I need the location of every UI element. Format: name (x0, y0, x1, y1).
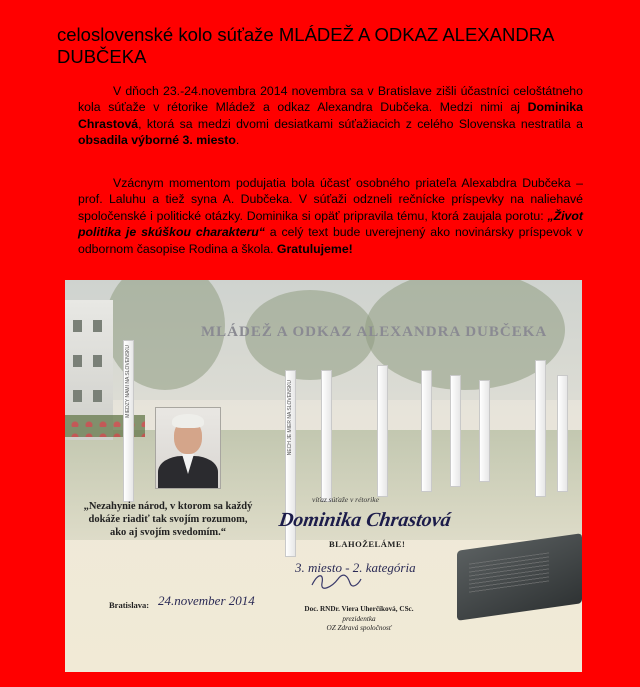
paragraph-text: Vzácnym momentom podujatia bola účasť osobného priateľa Alexabdra Dubčeka – prof. Laluhu a tiež syna A. Dubčeka. V súťaži odzneli rečnícke príspevky na naliehavé spoločenské i politické otázky. Dominika si opäť pripravila tému, ktorá zaujala porotu: (78, 176, 583, 223)
article-paragraph-1 (78, 83, 583, 149)
signature-mark (308, 571, 363, 591)
diploma-date: 24.november 2014 (158, 593, 255, 608)
pole-inscription: MIEDZY NAMI NA SLOVENSKU (125, 345, 131, 418)
paragraph-text: a celý text bude uverejnený ako novinársky príspevok v odbornom časopise Rodina a škola. (78, 225, 583, 256)
article-title: celoslovenské kolo súťaže MLÁDEŽ A ODKAZ ALEXANDRA DUBČEKA (57, 24, 554, 67)
diploma-title: MLÁDEŽ A ODKAZ ALEXANDRA DUBČEKA (201, 324, 548, 340)
diploma-quote: „Nezahynie národ, v ktorom sa každý dokáže riadiť tak svojím rozumom, ako aj svojím svedomím.“ (83, 501, 253, 538)
window (93, 320, 102, 332)
paragraph-text: V dňoch 23.-24.novembra 2014 novembra sa v Bratislave zišli účastníci celoštátneho kola súťaže v rétorike Mládež a odkaz Alexandra Dubčeka. Medzi nimi aj (78, 84, 583, 115)
pole-inscription: NECH JE MIER NA SLOVENSKU (287, 380, 293, 456)
place-label: Bratislava: (109, 600, 150, 610)
window (73, 320, 82, 332)
winner-name: Dominika Chrastová (277, 509, 453, 531)
window (73, 390, 82, 402)
memorial-pole (377, 365, 388, 497)
portrait-photo (155, 407, 221, 489)
memorial-pole (557, 375, 568, 492)
memorial-pole (450, 375, 461, 487)
signer-name: Doc. RNDr. Viera Uherčíková, CSc. (304, 605, 414, 613)
congrats-text: Gratulujeme! (276, 241, 353, 256)
signer-block (279, 605, 439, 634)
diploma-image (65, 280, 582, 672)
result-text: obsadila výborné 3. miesto (78, 133, 236, 148)
speech-topic: „Život politika je skúškou charakteru“ (78, 208, 583, 240)
paragraph-text: . (235, 133, 240, 148)
signer-role: prezidentka (342, 614, 376, 623)
article-paragraph-2 (78, 175, 583, 257)
student-name: Dominika Chrastová (78, 100, 583, 131)
congratulations-text: BLAHOŽELÁME! (329, 539, 406, 549)
window (73, 355, 82, 367)
memorial-pole (479, 380, 490, 482)
signer-org: OZ Zdravá spoločnosť (326, 624, 392, 632)
portrait-hair (172, 414, 204, 428)
winner-caption: víťaz súťaže v rétorike (312, 495, 379, 504)
placement-text: 3. miesto - 2. kategória (295, 560, 416, 575)
paragraph-text: , ktorá sa medzi dvomi desiatkami súťažiacich z celého Slovenska nestratila a (138, 116, 583, 131)
window (93, 355, 102, 367)
memorial-pole (421, 370, 432, 492)
window (93, 390, 102, 402)
memorial-pole (321, 370, 332, 502)
memorial-pole (535, 360, 546, 497)
